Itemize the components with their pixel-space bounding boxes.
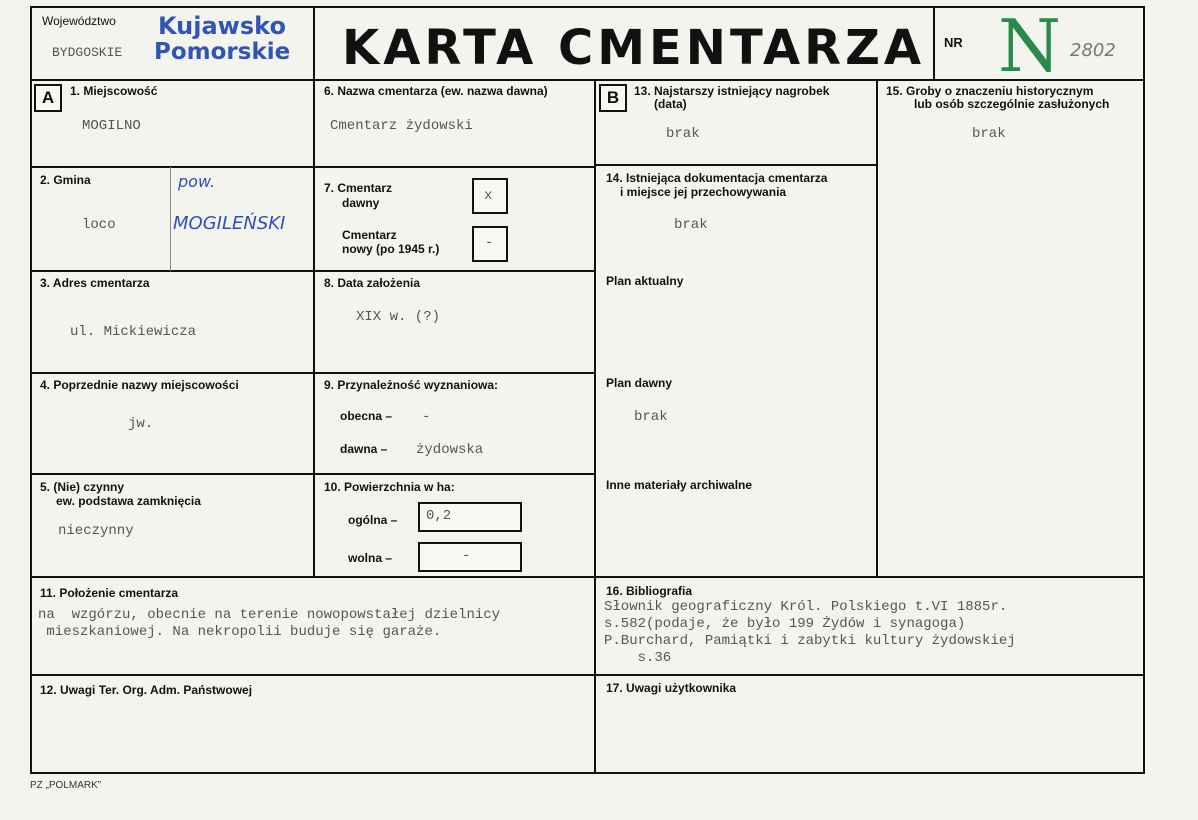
- field-10-wolna-box: [418, 542, 522, 572]
- row-line-4: [30, 473, 595, 475]
- field-15-value: brak: [972, 126, 1006, 142]
- row-line-wide-1: [30, 576, 1145, 578]
- row-line-b1: [596, 164, 877, 166]
- header-divider-1: [313, 6, 315, 80]
- field-17-label: 17. Uwagi użytkownika: [606, 681, 737, 695]
- field-7-nowy-value: -: [485, 235, 494, 251]
- field-8-value: XIX w. (?): [356, 309, 441, 325]
- field-10-wolna-value: -: [462, 548, 471, 564]
- field-5-value: nieczynny: [58, 523, 134, 539]
- field-1-value: MOGILNO: [82, 118, 141, 134]
- field-7-label-1: 7. Cmentarz: [324, 181, 393, 195]
- field-9-obecna-label: obecna –: [340, 409, 393, 423]
- field-13-value: brak: [666, 126, 700, 142]
- field-3-value: ul. Mickiewicza: [70, 324, 197, 340]
- field-2-handwritten-county: MOGILEŃSKI: [173, 213, 286, 234]
- card-title: KARTA CMENTARZA: [342, 20, 926, 76]
- field-4-value: jw.: [128, 416, 154, 432]
- field-6-value: Cmentarz żydowski: [330, 118, 473, 134]
- inne-materialy-label: Inne materiały archiwalne: [606, 478, 753, 492]
- printer-mark: PZ „POLMARK”: [30, 780, 102, 791]
- field-9-dawna-value: żydowska: [416, 442, 484, 458]
- field-9-label: 9. Przynależność wyznaniowa:: [324, 378, 499, 392]
- border-right: [1143, 6, 1145, 774]
- field-14-label-2: i miejsce jej przechowywania: [620, 185, 787, 199]
- field-16-line-2: s.582(podaje, że było 199 Żydów i synagoga): [604, 616, 966, 632]
- header-bottom-line: [30, 79, 1145, 81]
- field-7-dawny-box: [472, 178, 508, 214]
- row-line-1: [30, 166, 595, 168]
- header-divider-2: [933, 6, 935, 80]
- col-divider-b: [876, 80, 878, 577]
- section-b-marker: B: [599, 84, 627, 112]
- field-16-line-4: s.36: [604, 650, 672, 666]
- row-line-2: [30, 270, 595, 272]
- field-10-ogolna-value: 0,2: [426, 508, 452, 524]
- border-bottom: [30, 772, 1145, 774]
- plan-dawny-label: Plan dawny: [606, 376, 673, 390]
- border-left: [30, 6, 32, 774]
- field-16-line-1: Słownik geograficzny Król. Polskiego t.VI 1885r.: [604, 599, 1008, 615]
- field-13-label-1: 13. Najstarszy istniejący nagrobek: [634, 84, 830, 98]
- field-7-label-2: dawny: [342, 196, 380, 210]
- plan-dawny-value: brak: [634, 409, 668, 425]
- field-11-label: 11. Położenie cmentarza: [40, 586, 179, 600]
- nr-label: NR: [944, 35, 963, 50]
- field-2-value: loco: [82, 217, 116, 233]
- field-15-label-1: 15. Groby o znaczeniu historycznym: [886, 84, 1094, 98]
- field-11-line-1: na wzgórzu, obecnie na terenie nowopowstałej dzielnicy: [38, 607, 501, 623]
- field-10-label: 10. Powierzchnia w ha:: [324, 480, 455, 494]
- field-7-nowy-box: [472, 226, 508, 262]
- field-9-dawna-label: dawna –: [340, 442, 388, 456]
- field-6-label: 6. Nazwa cmentarza (ew. nazwa dawna): [324, 84, 548, 98]
- field-13-label-2: (data): [654, 97, 687, 111]
- field-12-label: 12. Uwagi Ter. Org. Adm. Państwowej: [40, 683, 253, 697]
- field-10-ogolna-box: [418, 502, 522, 532]
- field-10-ogolna-label: ogólna –: [348, 513, 398, 527]
- row-line-3: [30, 372, 595, 374]
- nr-handwritten-letter: N: [998, 4, 1061, 88]
- field-7-dawny-value: x: [484, 188, 493, 204]
- gmina-divider: [170, 167, 171, 271]
- wojewodztwo-typed: BYDGOSKIE: [52, 45, 123, 60]
- field-16-label: 16. Bibliografia: [606, 584, 693, 598]
- plan-aktualny-label: Plan aktualny: [606, 274, 684, 288]
- field-9-obecna-value: -: [422, 409, 431, 425]
- field-4-label: 4. Poprzednie nazwy miejscowości: [40, 378, 239, 392]
- field-3-label: 3. Adres cmentarza: [40, 276, 150, 290]
- border-top: [30, 6, 1145, 8]
- section-a-marker: A: [34, 84, 62, 112]
- field-7-label-4: nowy (po 1945 r.): [342, 242, 440, 256]
- row-line-wide-2: [30, 674, 1145, 676]
- field-5-label-2: ew. podstawa zamknięcia: [56, 494, 201, 508]
- field-7-label-3: Cmentarz: [342, 228, 397, 242]
- cemetery-card: [30, 6, 1145, 774]
- field-16-line-3: P.Burchard, Pamiątki i zabytki kultury żydowskiej: [604, 633, 1016, 649]
- field-1-label: 1. Miejscowość: [70, 84, 158, 98]
- field-2-label: 2. Gmina: [40, 173, 91, 187]
- field-14-value: brak: [674, 217, 708, 233]
- field-8-label: 8. Data założenia: [324, 276, 421, 290]
- col-divider-a: [313, 80, 315, 577]
- field-5-label-1: 5. (Nie) czynny: [40, 480, 125, 494]
- field-2-handwritten-pow: pow.: [178, 172, 216, 191]
- col-divider-main: [594, 80, 596, 774]
- wojewodztwo-label: Województwo: [42, 14, 116, 28]
- field-14-label-1: 14. Istniejąca dokumentacja cmentarza: [606, 171, 828, 185]
- nr-number: 2802: [1070, 40, 1116, 61]
- stamp-line-1: Kujawsko: [158, 12, 286, 40]
- stamp-line-2: Pomorskie: [154, 39, 291, 65]
- field-15-label-2: lub osób szczególnie zasłużonych: [914, 97, 1110, 111]
- field-10-wolna-label: wolna –: [348, 551, 393, 565]
- field-11-line-2: mieszkaniowej. Na nekropolii buduje się garaże.: [38, 624, 442, 640]
